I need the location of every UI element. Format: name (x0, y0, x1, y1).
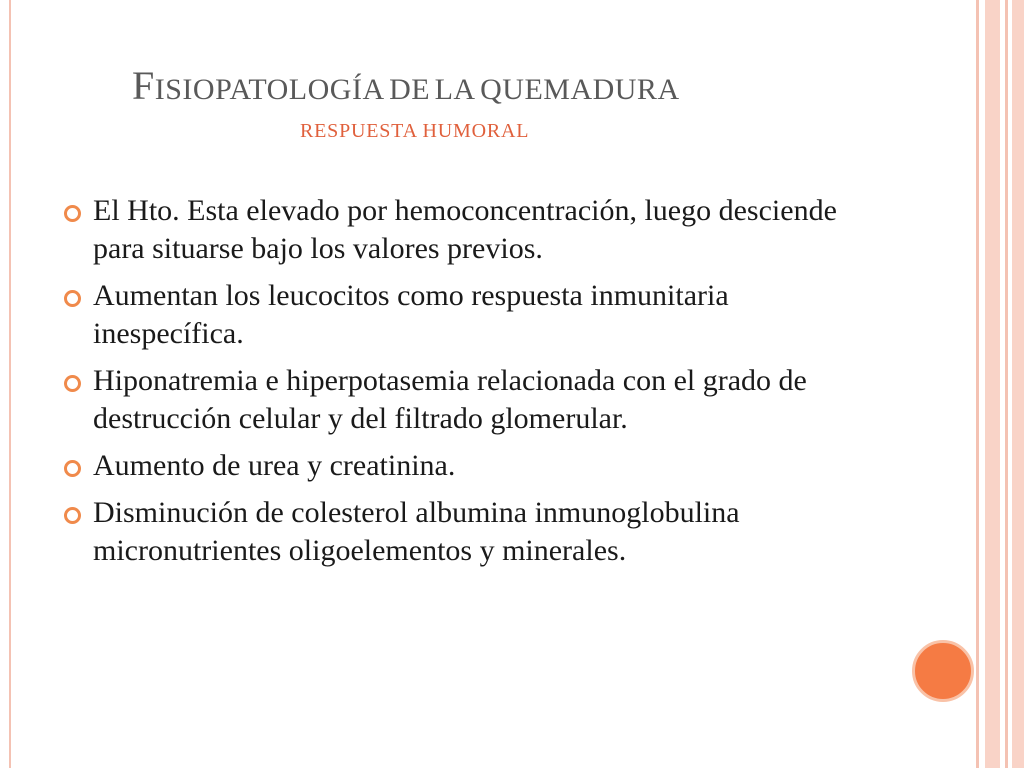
slide-title (132, 62, 680, 109)
bullet-circle-icon (64, 375, 81, 392)
slide-subtitle: RESPUESTA HUMORAL (300, 120, 530, 142)
title-word-quemadura: QUEMADURA (480, 73, 680, 106)
decorative-orange-circle (912, 640, 974, 702)
title-word-rest: ISIOPATOLOGÍA (154, 73, 385, 106)
stripe (1005, 0, 1008, 768)
stripe (976, 0, 979, 768)
stripe (1012, 0, 1024, 768)
list-item (60, 277, 880, 353)
title-word-fisiopatologia (155, 73, 385, 106)
list-item (60, 447, 880, 485)
stripe (985, 0, 1000, 768)
bullet-circle-icon (64, 507, 81, 524)
list-item (60, 362, 880, 438)
title-initial: F (132, 63, 155, 108)
title-word-la: LA (434, 73, 476, 106)
bullet-text: Disminución de colesterol albumina inmunoglobulina micronutrientes oligoelementos y minerales. (93, 496, 740, 567)
bullet-text: El Hto. Esta elevado por hemoconcentración, luego desciende para situarse bajo los valores previos. (93, 194, 837, 265)
bullet-text: Aumentan los leucocitos como respuesta inmunitaria inespecífica. (93, 279, 729, 350)
bullet-list (60, 192, 880, 579)
bullet-circle-icon (64, 205, 81, 222)
list-item (60, 494, 880, 570)
bullet-circle-icon (64, 290, 81, 307)
title-word-de: DE (389, 73, 431, 106)
bullet-circle-icon (64, 460, 81, 477)
right-decorative-band (976, 0, 1024, 768)
bullet-text: Aumento de urea y creatinina. (93, 449, 456, 482)
bullet-text: Hiponatremia e hiperpotasemia relacionada con el grado de destrucción celular y del filtrado glomerular. (93, 364, 807, 435)
left-border-line (9, 0, 11, 768)
list-item (60, 192, 880, 268)
